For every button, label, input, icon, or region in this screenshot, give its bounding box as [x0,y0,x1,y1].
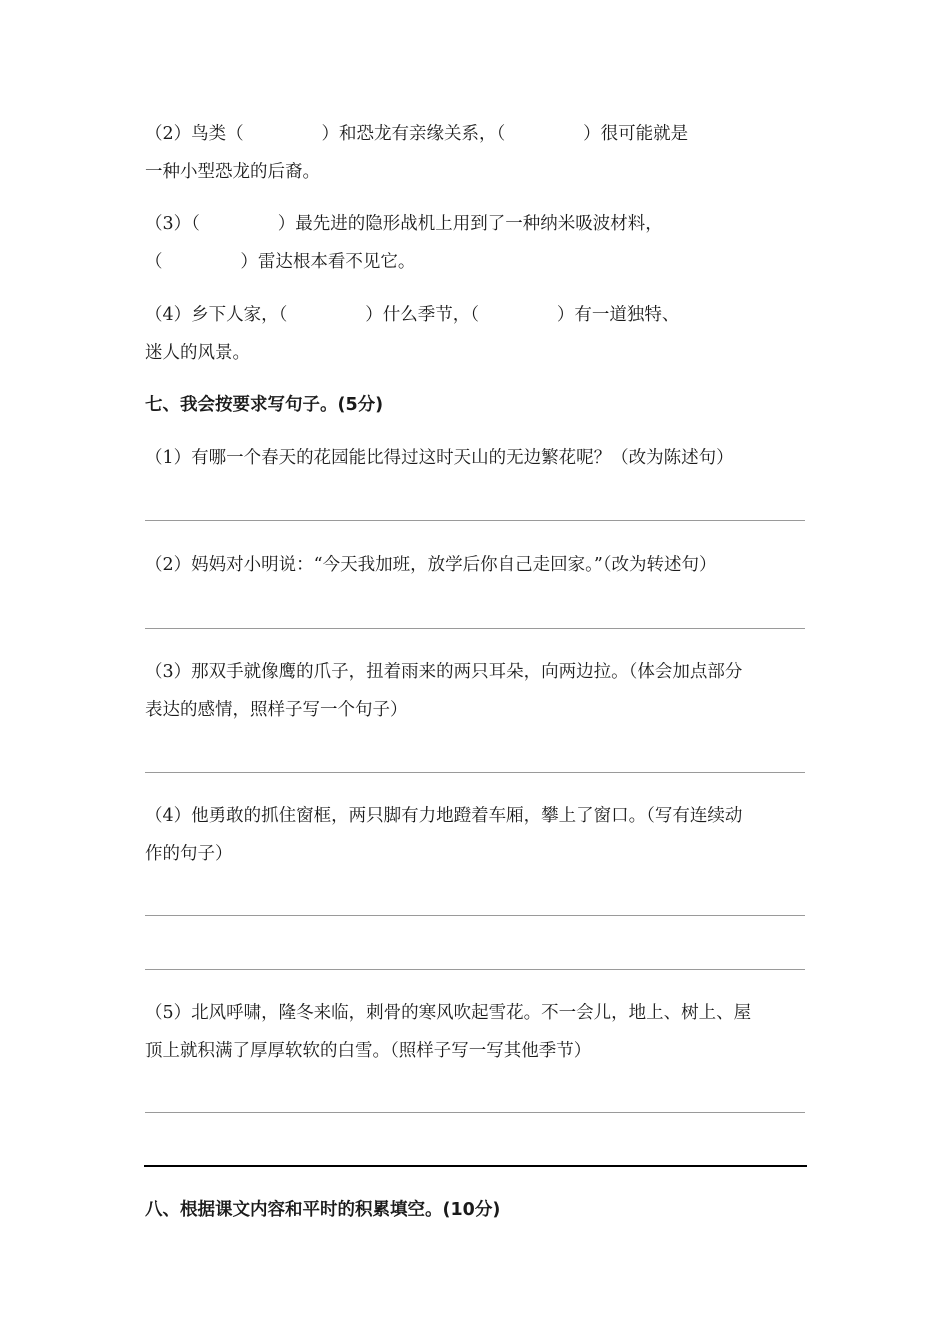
answer-line-q1[interactable] [145,520,805,521]
section7-q3-line2: 表达的感情，照样子写一个句子） [145,700,408,720]
section6-q3-line2: （ ）雷达根本看不见它。 [145,252,416,272]
section7-q5-line2: 顶上就积满了厚厚软软的白雪。（照样子写一写其他季节） [145,1041,592,1061]
answer-line-q4a[interactable] [145,915,805,916]
section6-q4-line2: 迷人的风景。 [145,343,250,363]
section6-q2-line1: （2）鸟类（ ）和恐龙有亲缘关系，（ ）很可能就是 [145,124,689,144]
answer-line-q5b[interactable] [144,1165,807,1167]
section6-q3-line1: （3）（ ）最先进的隐形战机上用到了一种纳米吸波材料， [145,214,663,234]
section7-q4-line2: 作的句子） [145,844,233,864]
section7-q2: （2）妈妈对小明说：“今天我加班，放学后你自己走回家。”（改为转述句） [145,555,717,575]
section6-q2-line2: 一种小型恐龙的后裔。 [145,162,320,182]
section7-heading: 七、我会按要求写句子。(5分) [145,395,384,415]
answer-line-q5a[interactable] [145,1112,805,1113]
answer-line-q4b[interactable] [145,969,805,970]
answer-line-q3[interactable] [145,772,805,773]
section7-q1: （1）有哪一个春天的花园能比得过这时天山的无边繁花呢？（改为陈述句） [145,448,734,468]
section7-q4-line1: （4）他勇敢的抓住窗框，两只脚有力地蹬着车厢，攀上了窗口。（写有连续动 [145,806,743,826]
section8-heading: 八、根据课文内容和平时的积累填空。(10分) [145,1200,501,1220]
section7-q5-line1: （5）北风呼啸，隆冬来临，刺骨的寒风吹起雪花。不一会儿，地上、树上、屋 [145,1003,752,1023]
section7-q3-line1: （3）那双手就像鹰的爪子，扭着雨来的两只耳朵，向两边拉。（体会加点部分 [145,662,743,682]
section6-q4-line1: （4）乡下人家，（ ）什么季节，（ ）有一道独特、 [145,305,680,325]
answer-line-q2[interactable] [145,628,805,629]
